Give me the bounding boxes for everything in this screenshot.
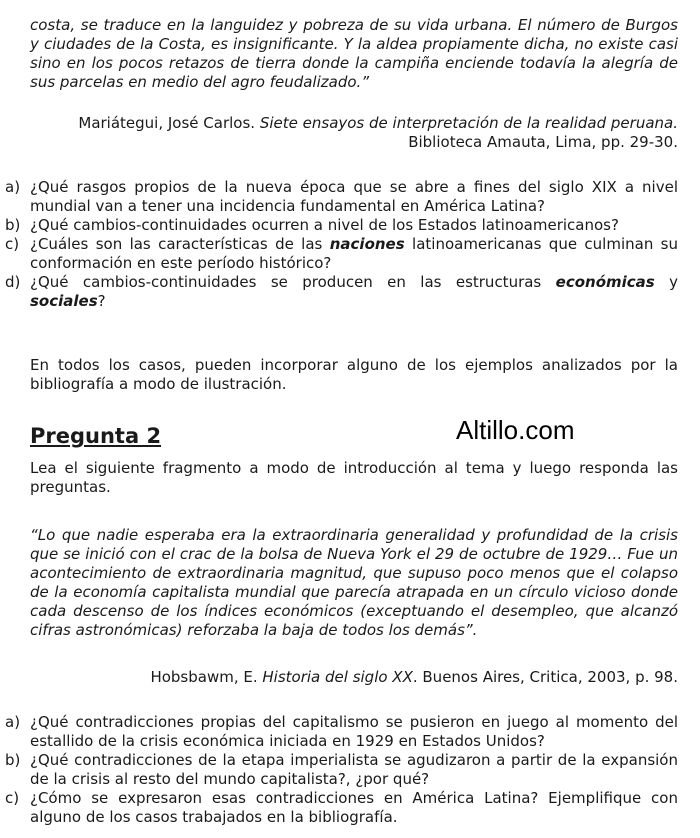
item-text: ¿Qué rasgos propios de la nueva época que se abre a fines del siglo XIX a nivel mundial van a tener una incidencia fundamental en América Latina? (30, 178, 678, 215)
item-letter: c) (5, 789, 20, 807)
item-emphasis: naciones (329, 235, 405, 253)
item-emphasis-2: sociales (30, 292, 98, 310)
item-text: ¿Qué contradicciones propias del capitalismo se pusieron en juego al momento del estallido de la crisis económica iniciada en 1929 en Estados Unidos? (30, 713, 678, 750)
item-text: ¿Qué contradicciones de la etapa imperialista se agudizaron a partir de la expansión de la crisis al resto del mundo capitalista?, ¿por qué? (30, 751, 678, 788)
item-emphasis: económicas (555, 273, 655, 291)
item-letter: d) (5, 273, 21, 291)
citation-mariategui (78, 114, 678, 152)
item-letter: b) (5, 216, 21, 234)
item-text-mid: y (669, 273, 678, 291)
citation-author: Hobsbawm, E. (150, 668, 258, 686)
item-letter: c) (5, 235, 20, 253)
list-item (5, 235, 678, 273)
citation-title: Historia del siglo XX (262, 668, 413, 686)
list-item (5, 751, 678, 789)
list-item (5, 216, 678, 235)
item-text-pre: ¿Cuáles son las características de las (30, 235, 323, 253)
citation-publisher: Biblioteca Amauta, Lima, pp. 29-30. (408, 133, 678, 151)
intro-paragraph: Lea el siguiente fragmento a modo de introducción al tema y luego responda las preguntas. (30, 459, 678, 496)
hobsbawm-quote: “Lo que nadie esperaba era la extraordinaria generalidad y profundidad de la crisis que se inició con el crac de la bolsa de Nueva York el 29 de octubre de 1929… Fue un acontecimiento de extraordinaria magnitud, que supuso poco menos que el colapso de la economía capitalista mundial que parecía atrapada en un círculo vicioso donde cada descenso de los índices económicos (exceptuando el desempleo, que alcanzó cifras astronómicas) reforzaba la baja de todos los demás”. (30, 526, 678, 639)
item-text-pre: ¿Qué cambios-continuidades se producen en las estructuras (30, 273, 542, 291)
list-item (5, 273, 678, 311)
question-list-1 (5, 178, 678, 311)
citation-title: Siete ensayos de interpretación de la realidad peruana. (259, 114, 678, 132)
citation-author: Mariátegui, José Carlos. (78, 114, 256, 132)
list-item (5, 178, 678, 216)
item-text-post: latinoamericanas que culminan su conformación en este período histórico? (30, 235, 679, 272)
citation-hobsbawm (150, 668, 678, 687)
citation-rest: . Buenos Aires, Critica, 2003, p. 98. (412, 668, 678, 686)
question-list-2 (5, 713, 678, 827)
section-heading: Pregunta 2 (30, 424, 162, 448)
item-text: ¿Cómo se expresaron esas contradicciones en América Latina? Ejemplifique con alguno de los casos trabajados en la bibliografía. (30, 789, 678, 826)
item-text: ¿Qué cambios-continuidades ocurren a nivel de los Estados latinoamericanos? (30, 216, 619, 234)
item-letter: a) (5, 713, 21, 731)
note-paragraph: En todos los casos, pueden incorporar alguno de los ejemplos analizados por la bibliografía a modo de ilustración. (30, 356, 678, 393)
item-letter: b) (5, 751, 21, 769)
list-item (5, 789, 678, 827)
item-letter: a) (5, 178, 21, 196)
list-item (5, 713, 678, 751)
top-quote: costa, se traduce en la languidez y pobreza de su vida urbana. El número de Burgos y ciudades de la Costa, es insignificante. Y la aldea propiamente dicha, no existe casi sino en los pocos retazos de tierra donde la campiña enciende todavía la alegría de sus parcelas en medio del agro feudalizado.” (30, 16, 678, 91)
item-text-post: ? (97, 292, 106, 310)
watermark: Altillo.com (456, 415, 575, 445)
